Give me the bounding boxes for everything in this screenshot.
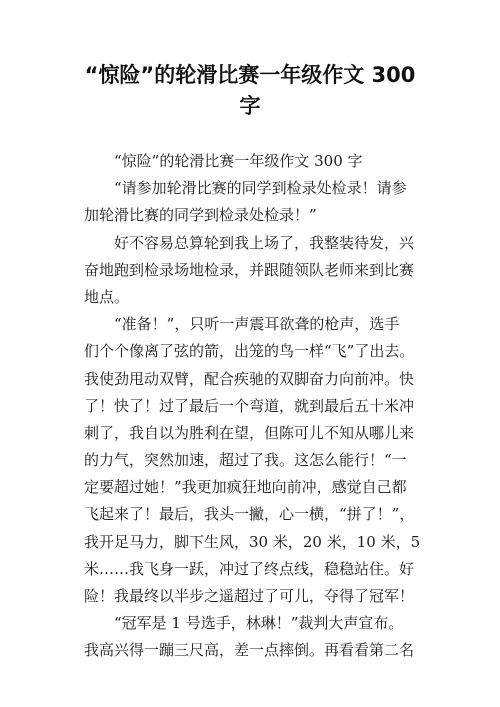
text-line: 我使劲甩动双臂，配合疾驰的双脚奋力向前冲。快 xyxy=(84,369,415,388)
text-line: 的力气，突然加速，超过了我。这怎么能行！“一 xyxy=(84,451,407,470)
text-line: 定要超过她！”我更加疯狂地向前冲，感觉自己都 xyxy=(84,478,407,497)
text-line: 们个个像离了弦的箭，出笼的鸟一样“飞”了出去。 xyxy=(84,342,415,361)
document-title xyxy=(60,60,440,122)
text-line: 加轮滑比赛的同学到检录处检录！” xyxy=(84,206,317,225)
text-line: 我高兴得一蹦三尺高，差一点摔倒。再看看第二名 xyxy=(84,641,415,660)
text-line: “冠军是 1 号选手，林琳！”裁判大声宣布。 xyxy=(114,614,404,633)
text-line: 了！快了！过了最后一个弯道，就到最后五十米冲 xyxy=(84,396,415,415)
text-line: 刺了，我自以为胜利在望，但陈可儿不知从哪儿来 xyxy=(84,423,415,442)
text-line: 地点。 xyxy=(84,287,130,306)
title-line-2: 字 xyxy=(239,94,261,118)
text-line: 米……我飞身一跃，冲过了终点线，稳稳站住。好 xyxy=(84,559,415,578)
title-line-1: “惊险”的轮滑比赛一年级作文 300 xyxy=(84,63,416,87)
article-body xyxy=(84,148,421,665)
text-line: “请参加轮滑比赛的同学到检录处检录！请参 xyxy=(114,179,407,198)
text-line: “惊险”的轮滑比赛一年级作文 300 字 xyxy=(114,152,363,170)
text-line: 我开足马力，脚下生风，30 米，20 米，10 米，5 xyxy=(84,532,421,551)
text-line: 奋地跑到检录场地检录，并跟随领队老师来到比赛 xyxy=(84,260,415,279)
text-line: 飞起来了！最后，我头一撇，心一横，“拼了！”， xyxy=(84,505,415,524)
text-line: “准备！”，只听一声震耳欲聋的枪声，选手 xyxy=(114,315,400,334)
text-line: 好不容易总算轮到我上场了，我整装待发，兴 xyxy=(114,233,415,252)
text-line: 险！我最终以半步之遥超过了可儿，夺得了冠军！ xyxy=(84,587,415,605)
